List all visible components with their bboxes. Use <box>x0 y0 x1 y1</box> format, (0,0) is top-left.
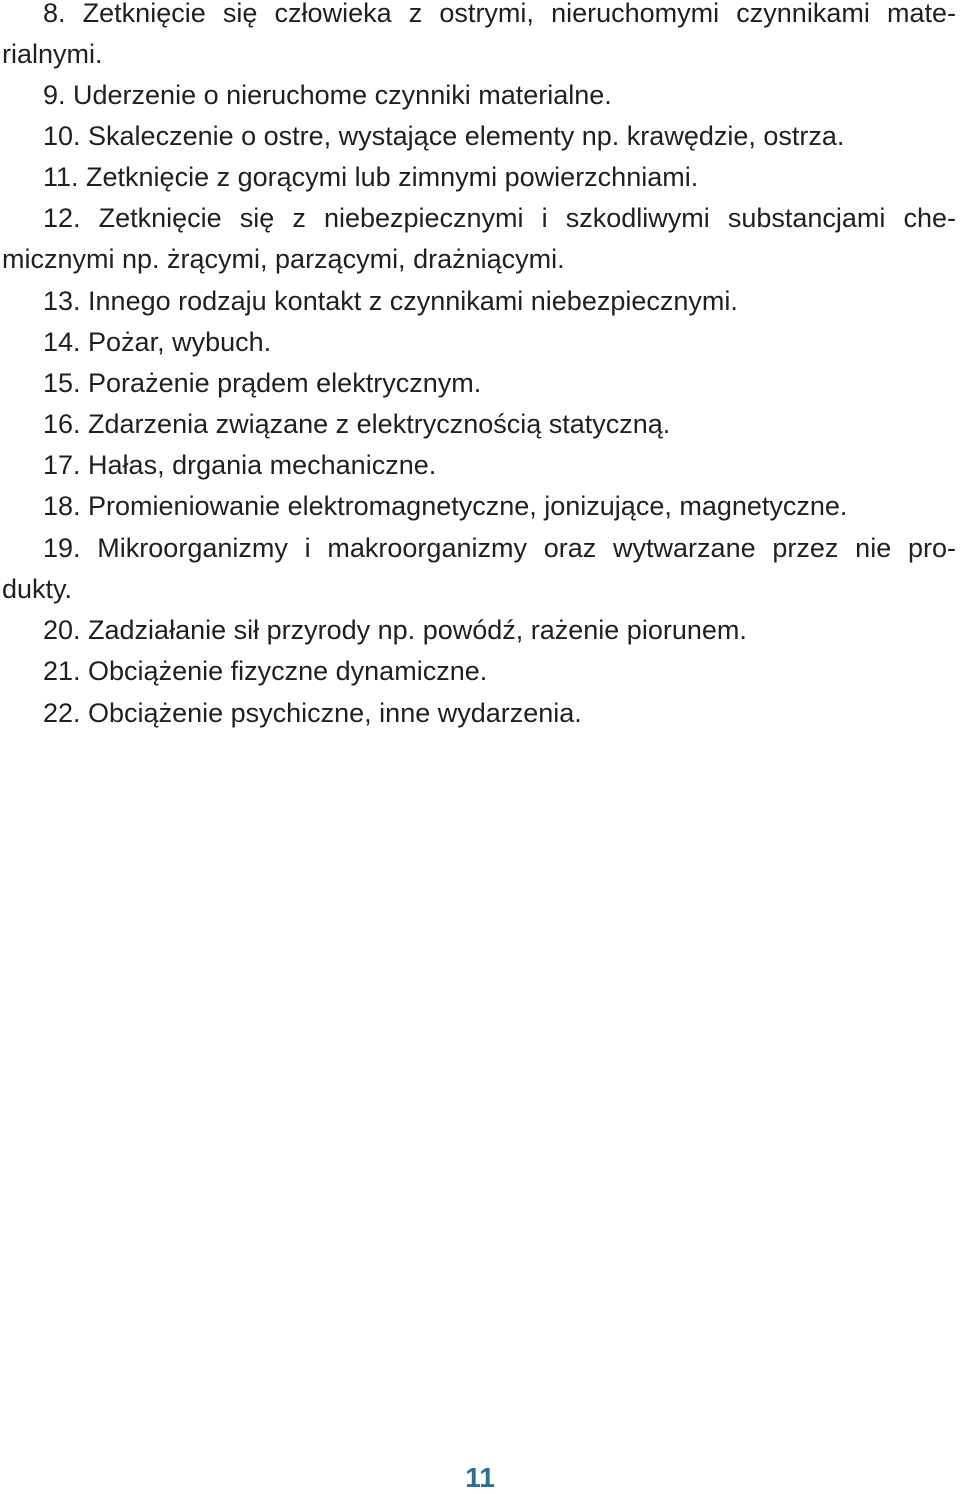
list-item-20: 20. Zadziałanie sił przyrody np. powódź, rażenie piorunem. <box>43 615 747 645</box>
list-item-12: 12. Zetknięcie się z niebezpiecznymi i szkodliwymi substancjami che- <box>43 203 956 233</box>
list-item-8: 8. Zetknięcie się człowieka z ostrymi, nieruchomymi czynnikami mate- <box>43 0 956 28</box>
list-item-15: 15. Porażenie prądem elektrycznym. <box>43 368 482 398</box>
list-item-10: 10. Skaleczenie o ostre, wystające elementy np. krawędzie, ostrza. <box>43 121 845 151</box>
list-item-9: 9. Uderzenie o nieruchome czynniki materialne. <box>43 80 612 110</box>
page-number: 11 <box>465 1462 495 1493</box>
list-item-22: 22. Obciążenie psychiczne, inne wydarzenia. <box>43 698 582 728</box>
list-item-12-cont: micznymi np. żrącymi, parzącymi, drażniącymi. <box>2 244 565 274</box>
list-item-11: 11. Zetknięcie z gorącymi lub zimnymi powierzchniami. <box>43 162 699 192</box>
list-item-18: 18. Promieniowanie elektromagnetyczne, jonizujące, magnetyczne. <box>43 491 848 521</box>
list-item-14: 14. Pożar, wybuch. <box>43 327 272 357</box>
list-item-17: 17. Hałas, drgania mechaniczne. <box>43 450 437 480</box>
list-item-8-cont: rialnymi. <box>2 39 103 69</box>
list-item-13: 13. Innego rodzaju kontakt z czynnikami niebezpiecznymi. <box>43 286 738 316</box>
list-item-19: 19. Mikroorganizmy i makroorganizmy oraz wytwarzane przez nie pro- <box>43 533 956 563</box>
list-item-21: 21. Obciążenie fizyczne dynamiczne. <box>43 656 488 686</box>
list-item-16: 16. Zdarzenia związane z elektrycznością statyczną. <box>43 409 671 439</box>
list-item-19-cont: dukty. <box>2 574 73 604</box>
